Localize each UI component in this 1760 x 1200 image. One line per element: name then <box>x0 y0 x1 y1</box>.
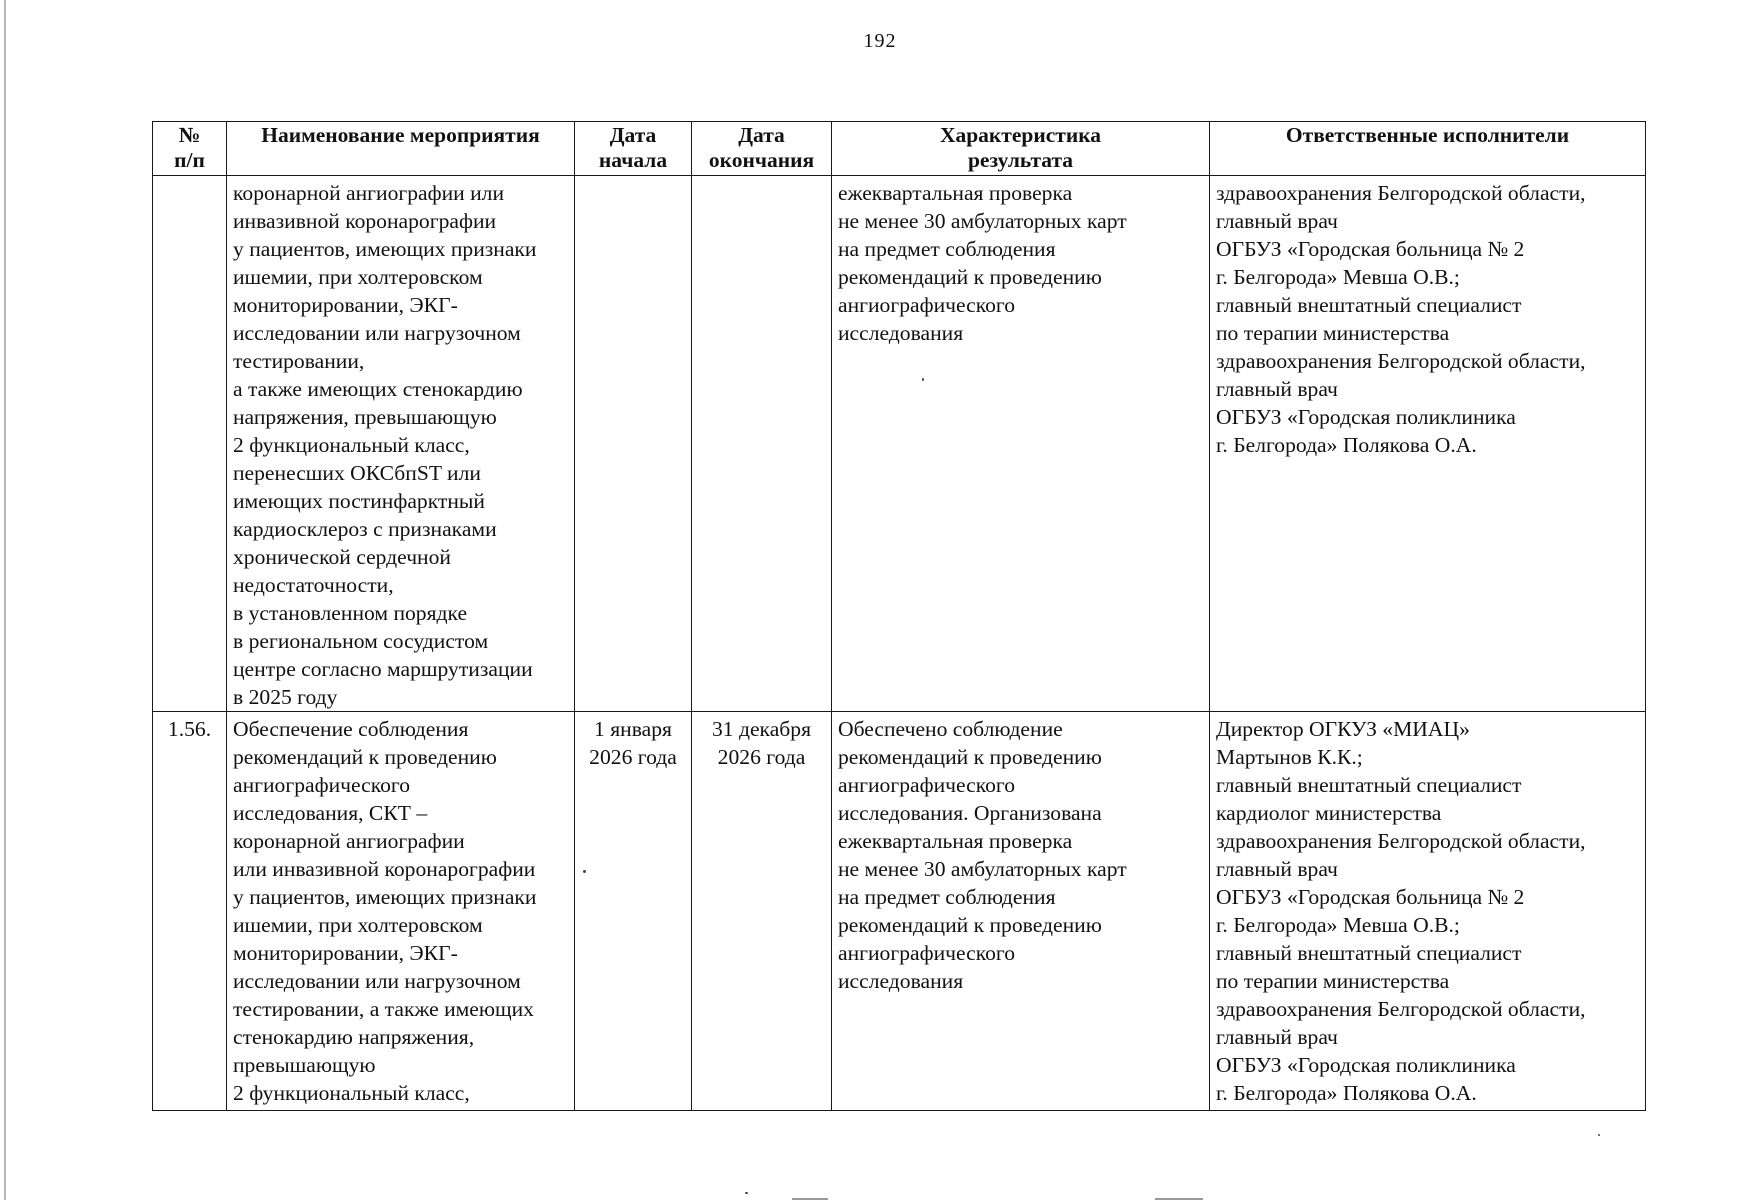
table-row <box>153 176 1646 712</box>
scan-mark <box>792 1198 828 1200</box>
scan-speck <box>1598 1134 1600 1136</box>
header-num: № п/п <box>153 122 227 176</box>
cell-end-date: 31 декабря 2026 года <box>692 712 832 1111</box>
page-number: 192 <box>863 30 897 52</box>
cell-result: Обеспечено соблюдение рекомендаций к проведению ангиографического исследования. Организована ежеквартальная проверка не менее 30 амбулаторных карт на предмет соблюдения рекомендаций к проведению ангиографического исследования <box>832 712 1210 1111</box>
table-row <box>153 712 1646 1111</box>
cell-end-date <box>692 176 832 712</box>
activities-table <box>152 121 1646 1111</box>
header-executors: Ответственные исполнители <box>1210 122 1646 176</box>
header-row <box>153 122 1646 176</box>
cell-num: 1.56. <box>153 712 227 1111</box>
cell-name: коронарной ангиографии или инвазивной коронарографии у пациентов, имеющих признаки ишемии, при холтеровском мониторировании, ЭКГ- исследовании или нагрузочном тестировании, а также имеющих стенокардию напряжения, превышающую 2 функциональный класс, перенесших ОКСбпST или имеющих постинфарктный кардиосклероз с признаками хронической сердечной недостаточности, в установленном порядке в региональном сосудистом центре согласно маршрутизации в 2025 году <box>227 176 575 712</box>
header-result: Характеристика результата <box>832 122 1210 176</box>
scan-speck <box>583 870 586 873</box>
cell-num <box>153 176 227 712</box>
table-header <box>153 122 1646 176</box>
cell-result: ежеквартальная проверка не менее 30 амбулаторных карт на предмет соблюдения рекомендаций к проведению ангиографического исследования <box>832 176 1210 712</box>
scan-mark <box>1155 1198 1203 1200</box>
header-start-date: Дата начала <box>575 122 692 176</box>
scan-speck <box>922 378 924 381</box>
cell-executors: Директор ОГКУЗ «МИАЦ» Мартынов К.К.; главный внештатный специалист кардиолог министерства здравоохранения Белгородской области, главный врач ОГБУЗ «Городская больница № 2 г. Белгорода» Мевша О.В.; главный внештатный специалист по терапии министерства здравоохранения Белгородской области, главный врач ОГБУЗ «Городская поликлиника г. Белгорода» Полякова О.А. <box>1210 712 1646 1111</box>
header-end-date: Дата окончания <box>692 122 832 176</box>
header-name: Наименование мероприятия <box>227 122 575 176</box>
cell-start-date: 1 января 2026 года <box>575 712 692 1111</box>
scan-speck <box>745 1192 748 1194</box>
cell-start-date <box>575 176 692 712</box>
cell-executors: здравоохранения Белгородской области, главный врач ОГБУЗ «Городская больница № 2 г. Белгорода» Мевша О.В.; главный внештатный специалист по терапии министерства здравоохранения Белгородской области, главный врач ОГБУЗ «Городская поликлиника г. Белгорода» Полякова О.А. <box>1210 176 1646 712</box>
cell-name: Обеспечение соблюдения рекомендаций к проведению ангиографического исследования, СКТ – коронарной ангиографии или инвазивной коронарографии у пациентов, имеющих признаки ишемии, при холтеровском мониторировании, ЭКГ- исследовании или нагрузочном тестировании, а также имеющих стенокардию напряжения, превышающую 2 функциональный класс, <box>227 712 575 1111</box>
scan-edge-line <box>4 0 6 1200</box>
table-body <box>153 176 1646 1111</box>
